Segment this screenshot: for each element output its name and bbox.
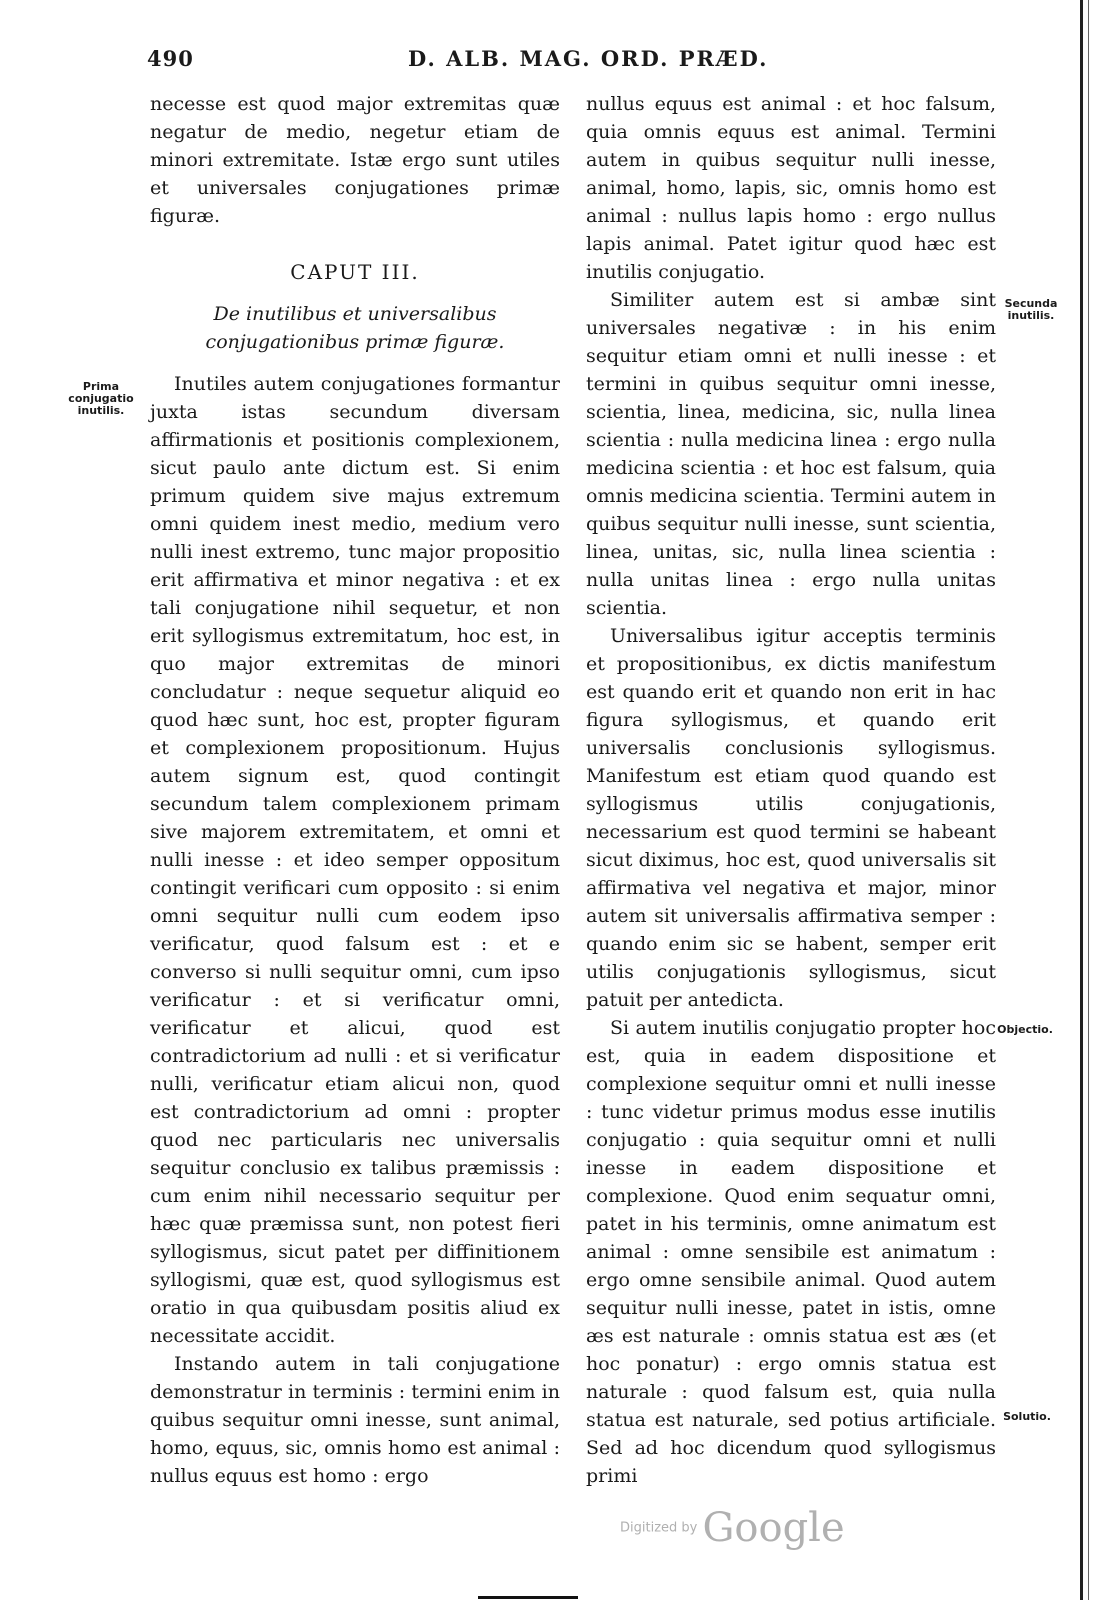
page-edge-rule-thin [1088,0,1089,1600]
margin-note-secunda: Secunda inutilis. [1004,297,1058,322]
margin-note-solutio: Solutio. [1003,1410,1051,1423]
right-paragraph-2: Universalibus igitur acceptis terminis et propositionibus, ex dictis manifestum est quando erit et quando non erit in hac figura syllogismus, et quando erit universalis conclusionis syllogismus. Manifestum est etiam quod quando est syllogismus utilis conjugationis, necessarium est quod termini se habeant sicut diximus, hoc est, quod universalis sit affirmativa vel negativa et major, minor autem sit universalis affirmativa semper : quando enim sic se habent, semper erit utilis conjugationis syllogismus, sicut patuit per antedicta. [586,625,996,1011]
left-intro-paragraph: necesse est quod major extremitas quæ negatur de medio, negetur etiam de minori extremitate. Istæ ergo sunt utiles et universales conjugationes primæ figuræ. [150,93,560,227]
right-paragraph-3: Si autem inutilis conjugatio propter hoc est, quia in eadem dispositione et complexione sequitur omni et nulli inesse : tunc videtur primus modus esse inutilis conjugatio : quia sequitur omni et nulli inesse in eadem dispositione et complexione. Quod enim sequatur omni, patet in his terminis, omne animatum est animal : omne sensibile est animatum : ergo omne sensibile animal. Quod autem sequitur nulli inesse, patet in istis, omne æs est naturale : omnis statua est æs (et hoc ponatur) : ergo omnis statua est naturale : quod falsum est, quia nulla statua est naturale, sed potius artificiale. Sed ad hoc dicendum quod syllogismus primi [586,1017,996,1487]
watermark-google-logo: Google [702,1505,845,1551]
page-edge-rule [1080,0,1083,1600]
page-number: 490 [147,46,194,71]
right-column [586,90,996,1490]
right-continued-paragraph: nullus equus est animal : et hoc falsum, quia omnis equus est animal. Termini autem in quibus sequitur nulli inesse, animal, homo, lapis, sic, omnis homo est animal : nullus lapis homo : ergo nullus lapis animal. Patet igitur quod hæc est inutilis conjugatio. [586,93,996,283]
left-paragraph-1: Inutiles autem conjugationes formantur juxta istas secundum diversam affirmationis et positionis complexionem, sicut paulo ante dictum est. Si enim primum quidem sive majus extremum omni quidem inest medio, medium vero nulli inest extremo, tunc major propositio erit affirmativa et minor negativa : et ex tali conjugatione nihil sequetur, et non erit syllogismus extremitatum, hoc est, in quo major extremitas de minori concludatur : neque sequetur aliquid eo quod hæc sunt, hoc est, propter figuram et complexionem propositionum. Hujus autem signum est, quod contingit secundum talem complexionem primam sive majorem extremitatem, et omni et nulli inesse : et ideo semper oppositum contingit verificari cum opposito : si enim omni sequitur nulli cum eodem ipso verificatur, quod falsum est : et e converso si nulli sequitur omni, cum ipso verificatur : et si verificatur omni, verificatur et alicui, quod est contradictorium ad nulli : et si verificatur nulli, verificatur etiam alicui non, quod est contradictorium ad omni : propter quod nec particularis nec universalis sequitur conclusio ex talibus præmissis : cum enim nihil necessario sequitur per hæc quæ præmissa sunt, non potest fieri syllogismus, sicut patet per diffinitionem syllogismi, quæ est, quod syllogismus est oratio in qua quibusdam positis aliud ex necessitate accidit. [150,373,560,1347]
left-paragraph-2: Instando autem in tali conjugatione demonstratur in terminis : termini enim in quibus sequitur omni inesse, sunt animal, homo, equus, sic, omnis homo est animal : nullus equus est homo : ergo [150,1353,560,1487]
watermark-digitized-text: Digitized by [620,1520,698,1536]
digitized-by-google-watermark [620,1505,845,1551]
right-paragraph-1: Similiter autem est si ambæ sint universales negativæ : in his enim sequitur etiam omni et nulli inesse : et termini in quibus sequitur omni inesse, scientia, linea, medicina, sic, nulla linea scientia : nulla medicina linea : ergo nulla medicina scientia : et hoc est falsum, quia omnis medicina scientia. Termini autem in quibus sequitur nulli inesse, sunt scientia, linea, unitas, sic, nulla linea scientia : nulla unitas linea : ergo nulla unitas scientia. [586,289,996,619]
chapter-heading: CAPUT III. [290,260,420,284]
left-column [150,90,560,1490]
running-head: D. ALB. MAG. ORD. PRÆD. [408,46,769,71]
bottom-rule [478,1596,578,1599]
margin-note-prima: Prima conjugatio inutilis. [68,380,134,417]
margin-note-objectio: Objectio. [997,1023,1053,1036]
chapter-subtitle: De inutilibus et universalibus conjugationibus primæ figuræ. [205,303,505,353]
